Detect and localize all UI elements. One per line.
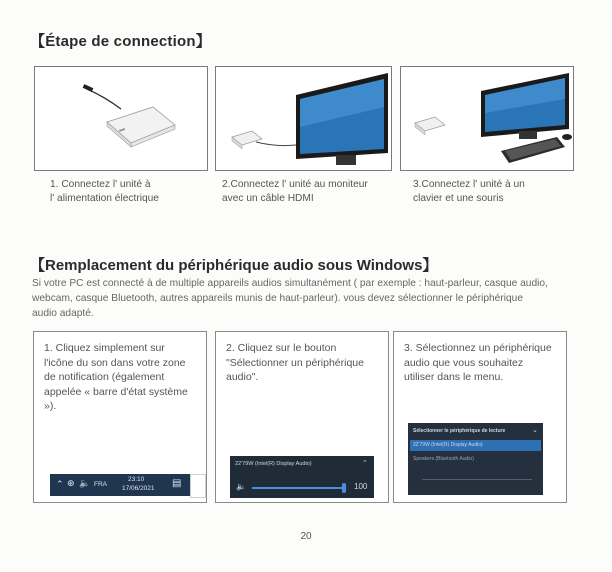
clock-date: 17/06/2021 xyxy=(122,485,155,492)
section-title-audio: 【Remplacement du périphérique audio sous Windows】 xyxy=(30,257,438,274)
audio-menu-header: Sélectionner le périphérique de lecture xyxy=(413,428,506,434)
network-icon[interactable]: ⊕ xyxy=(67,478,75,488)
audio-step-1-box xyxy=(33,331,207,503)
tray-highlight-frame xyxy=(190,474,206,498)
audio-step-1-line-4: appelée « barre d'état système xyxy=(44,385,188,398)
audio-step-1-line-1: 1. Cliquez simplement sur xyxy=(44,342,165,354)
image-power-connection xyxy=(34,66,208,171)
volume-value: 100 xyxy=(354,482,368,491)
caption-step-3-line-1: 3.Connectez l' unité à un xyxy=(413,179,525,190)
audio-step-2-line-2: "Sélectionner un périphérique xyxy=(226,356,364,369)
audio-menu-option-selected[interactable] xyxy=(410,440,541,451)
audio-step-1-line-5: »). xyxy=(44,400,57,412)
audio-menu-option-2[interactable]: Speakers (Bluetooth Audio) xyxy=(413,456,474,462)
volume-slider-track[interactable] xyxy=(252,487,344,489)
caption-step-3-line-2: clavier et une souris xyxy=(413,193,504,204)
section-title-connection: 【Étape de connection】 xyxy=(30,33,211,50)
audio-step-3-text xyxy=(404,341,552,385)
audio-device-name[interactable]: 22'79W (Intel(R) Display Audio) xyxy=(235,461,312,467)
volume-slider-thumb[interactable] xyxy=(342,483,346,493)
audio-menu-option-1[interactable]: 22'79W (Intel(R) Display Audio) xyxy=(413,442,483,448)
speaker-icon[interactable]: 🔈 xyxy=(236,482,246,491)
monitor-illustration xyxy=(216,67,391,170)
audio-step-1-text xyxy=(44,341,188,414)
chevron-up-icon[interactable]: ⌃ xyxy=(362,460,368,467)
clock-time: 23:10 xyxy=(128,476,145,483)
audio-step-3-line-1: 3. Sélectionnez un périphérique xyxy=(404,342,552,354)
audio-step-3-line-2: audio que vous souhaitez xyxy=(404,356,524,369)
caption-step-3 xyxy=(413,178,525,206)
audio-step-1-line-2: l'icône du son dans votre zone xyxy=(44,356,186,369)
power-illustration xyxy=(35,67,207,170)
audio-intro-paragraph xyxy=(32,276,584,321)
page-number: 20 xyxy=(300,531,312,542)
image-monitor-connection xyxy=(215,66,392,171)
caption-step-1-line-2: l' alimentation électrique xyxy=(50,193,159,204)
volume-slider-fill xyxy=(252,487,344,489)
taskbar xyxy=(50,474,190,496)
audio-flyout-panel xyxy=(230,456,374,498)
audio-step-1-line-3: de notification (également xyxy=(44,371,165,383)
paragraph-line-3: audio adapté. xyxy=(32,308,94,319)
paragraph-line-1: Si votre PC est connecté à de multiple appareils audios simultanément ( par exemple : haut-parleur, casque audio, xyxy=(32,278,548,289)
caption-step-2-line-2: avec un câble HDMI xyxy=(222,193,314,204)
volume-slider-track[interactable] xyxy=(422,479,532,480)
paragraph-line-2: webcam, casque Bluetooth, autres appareils munis de haut-parleur). vous devez sélectionner le périphérique xyxy=(32,293,523,304)
audio-step-2-line-1: 2. Cliquez sur le bouton xyxy=(226,342,337,354)
speaker-icon[interactable]: 🔈 xyxy=(79,478,91,488)
caption-step-2-line-1: 2.Connectez l' unité au moniteur xyxy=(222,179,368,190)
language-indicator[interactable]: FRA xyxy=(94,481,107,488)
keyboard-illustration xyxy=(401,67,573,170)
chevron-down-icon[interactable]: ⌄ xyxy=(532,427,538,434)
audio-step-2-text xyxy=(226,341,364,385)
audio-step-3-box xyxy=(393,331,567,503)
image-keyboard-connection xyxy=(400,66,574,171)
caption-step-2 xyxy=(222,178,368,206)
caption-step-1 xyxy=(50,178,159,206)
audio-device-menu xyxy=(408,423,543,495)
caption-step-1-line-1: 1. Connectez l' unité à xyxy=(50,179,151,190)
audio-step-2-line-3: audio". xyxy=(226,371,259,383)
audio-step-3-line-3: utiliser dans le menu. xyxy=(404,371,504,383)
chevron-up-icon[interactable]: ⌃ xyxy=(56,479,64,489)
audio-step-2-box xyxy=(215,331,389,503)
notification-icon[interactable]: ▤ xyxy=(172,478,182,489)
